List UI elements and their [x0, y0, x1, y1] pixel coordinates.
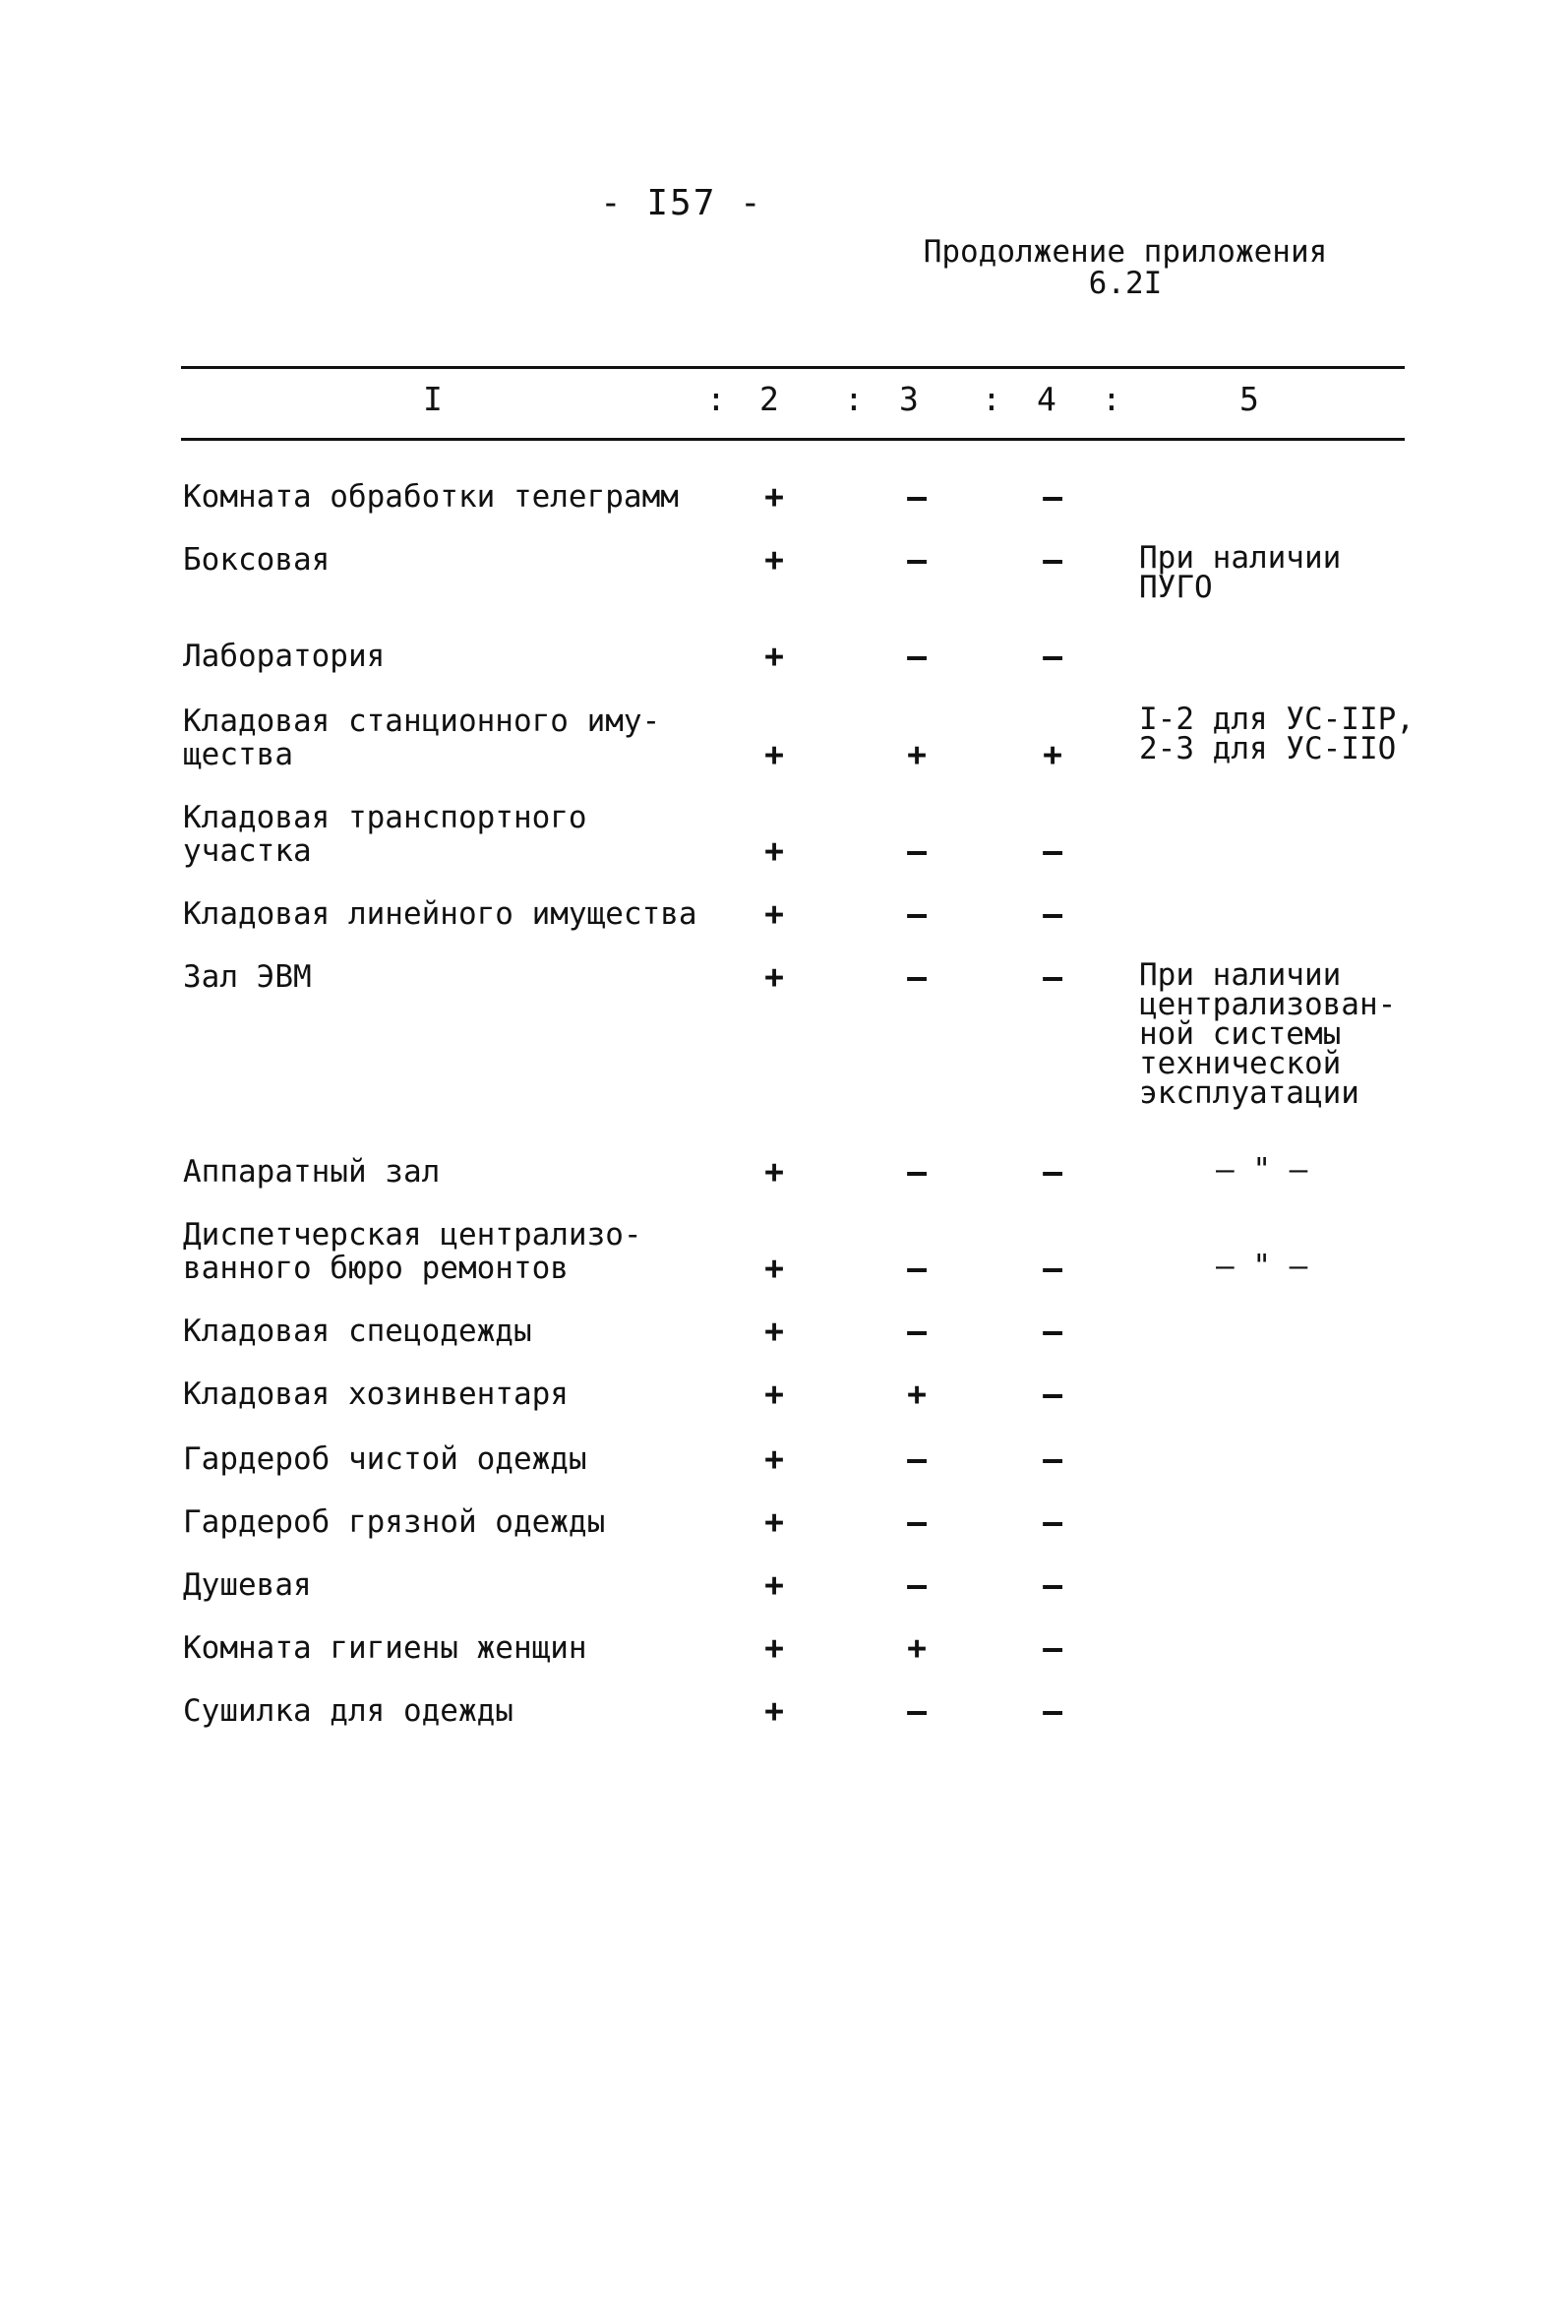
cell-column-2: + [764, 1152, 784, 1191]
remark-note: I-2 для УС-IIР, 2-3 для УС-IIО [1139, 702, 1415, 766]
room-name: Боксовая [183, 542, 331, 578]
remark-note: При наличии ПУГО [1139, 540, 1342, 605]
cell-column-4: – [1043, 1249, 1062, 1287]
cell-column-3: – [907, 894, 927, 933]
column-header-3: 3 [899, 380, 919, 418]
column-separator: : [844, 380, 864, 418]
cell-column-4: – [1043, 831, 1062, 870]
column-header-2: 2 [759, 380, 779, 418]
cell-column-3: – [907, 540, 927, 579]
cell-column-2: + [764, 1502, 784, 1541]
room-name: Сушилка для одежды [183, 1693, 513, 1729]
column-header-5: 5 [1239, 380, 1259, 418]
room-name: Кладовая хозинвентаря [183, 1376, 569, 1412]
cell-column-3: – [907, 1249, 927, 1287]
cell-column-3: – [907, 1439, 927, 1478]
cell-column-4: – [1043, 1439, 1062, 1478]
page-number: - I57 - [600, 183, 763, 223]
room-name: Кладовая станционного иму- щества [183, 703, 661, 772]
cell-column-4: – [1043, 1565, 1062, 1604]
room-name: Кладовая линейного имущества [183, 896, 697, 932]
cell-column-2: + [764, 1691, 784, 1730]
cell-column-3: + [907, 1375, 927, 1413]
room-name: Гардероб чистой одежды [183, 1441, 587, 1477]
continuation-line-2: 6.2I [1088, 266, 1163, 301]
cell-column-2: + [764, 1565, 784, 1604]
cell-column-2: + [764, 831, 784, 870]
room-name: Комната гигиены женщин [183, 1630, 587, 1666]
cell-column-4: – [1043, 540, 1062, 579]
cell-column-4: – [1043, 894, 1062, 933]
cell-column-3: – [907, 477, 927, 516]
room-name: Лаборатория [183, 639, 386, 674]
cell-column-2: + [764, 637, 784, 675]
cell-column-3: – [907, 1152, 927, 1191]
cell-column-4: – [1043, 1375, 1062, 1413]
room-name: Аппаратный зал [183, 1154, 441, 1190]
room-name: Диспетчерская централизо- ванного бюро ремонтов [183, 1217, 642, 1286]
cell-column-4: – [1043, 1152, 1062, 1191]
column-separator: : [982, 380, 1001, 418]
cell-column-4: – [1043, 957, 1062, 996]
cell-column-4: + [1043, 735, 1062, 773]
cell-column-2: + [764, 540, 784, 579]
cell-column-4: – [1043, 477, 1062, 516]
cell-column-2: + [764, 957, 784, 996]
continuation-line-1: Продолжение приложения [923, 234, 1328, 270]
cell-column-3: – [907, 831, 927, 870]
cell-column-2: + [764, 1439, 784, 1478]
room-name: Комната обработки телеграмм [183, 479, 679, 515]
cell-column-3: – [907, 1502, 927, 1541]
cell-column-2: + [764, 1628, 784, 1667]
cell-column-3: – [907, 957, 927, 996]
column-separator: : [706, 380, 726, 418]
cell-column-3: – [907, 1312, 927, 1350]
table-top-rule [181, 366, 1405, 369]
cell-column-3: + [907, 1628, 927, 1667]
cell-column-2: + [764, 1312, 784, 1350]
column-header-4: 4 [1037, 380, 1056, 418]
cell-column-2: + [764, 1249, 784, 1287]
ditto-mark: – " – [1216, 1249, 1308, 1284]
column-header-1: I [423, 380, 443, 418]
cell-column-4: – [1043, 1312, 1062, 1350]
room-name: Кладовая спецодежды [183, 1314, 532, 1349]
cell-column-3: + [907, 735, 927, 773]
continuation-caption [899, 236, 1352, 299]
room-name: Душевая [183, 1567, 312, 1603]
cell-column-3: – [907, 1565, 927, 1604]
cell-column-4: – [1043, 1502, 1062, 1541]
table-header-rule [181, 438, 1405, 441]
cell-column-2: + [764, 735, 784, 773]
remark-note: При наличии централизован- ной системы технической эксплуатации [1139, 957, 1397, 1111]
cell-column-3: – [907, 1691, 927, 1730]
cell-column-2: + [764, 1375, 784, 1413]
cell-column-4: – [1043, 1691, 1062, 1730]
room-name: Гардероб грязной одежды [183, 1504, 606, 1540]
cell-column-4: – [1043, 1628, 1062, 1667]
cell-column-3: – [907, 637, 927, 675]
ditto-mark: – " – [1216, 1152, 1308, 1188]
cell-column-4: – [1043, 637, 1062, 675]
cell-column-2: + [764, 894, 784, 933]
cell-column-2: + [764, 477, 784, 516]
room-name: Кладовая транспортного участка [183, 800, 587, 869]
room-name: Зал ЭВМ [183, 959, 312, 995]
column-separator: : [1102, 380, 1121, 418]
